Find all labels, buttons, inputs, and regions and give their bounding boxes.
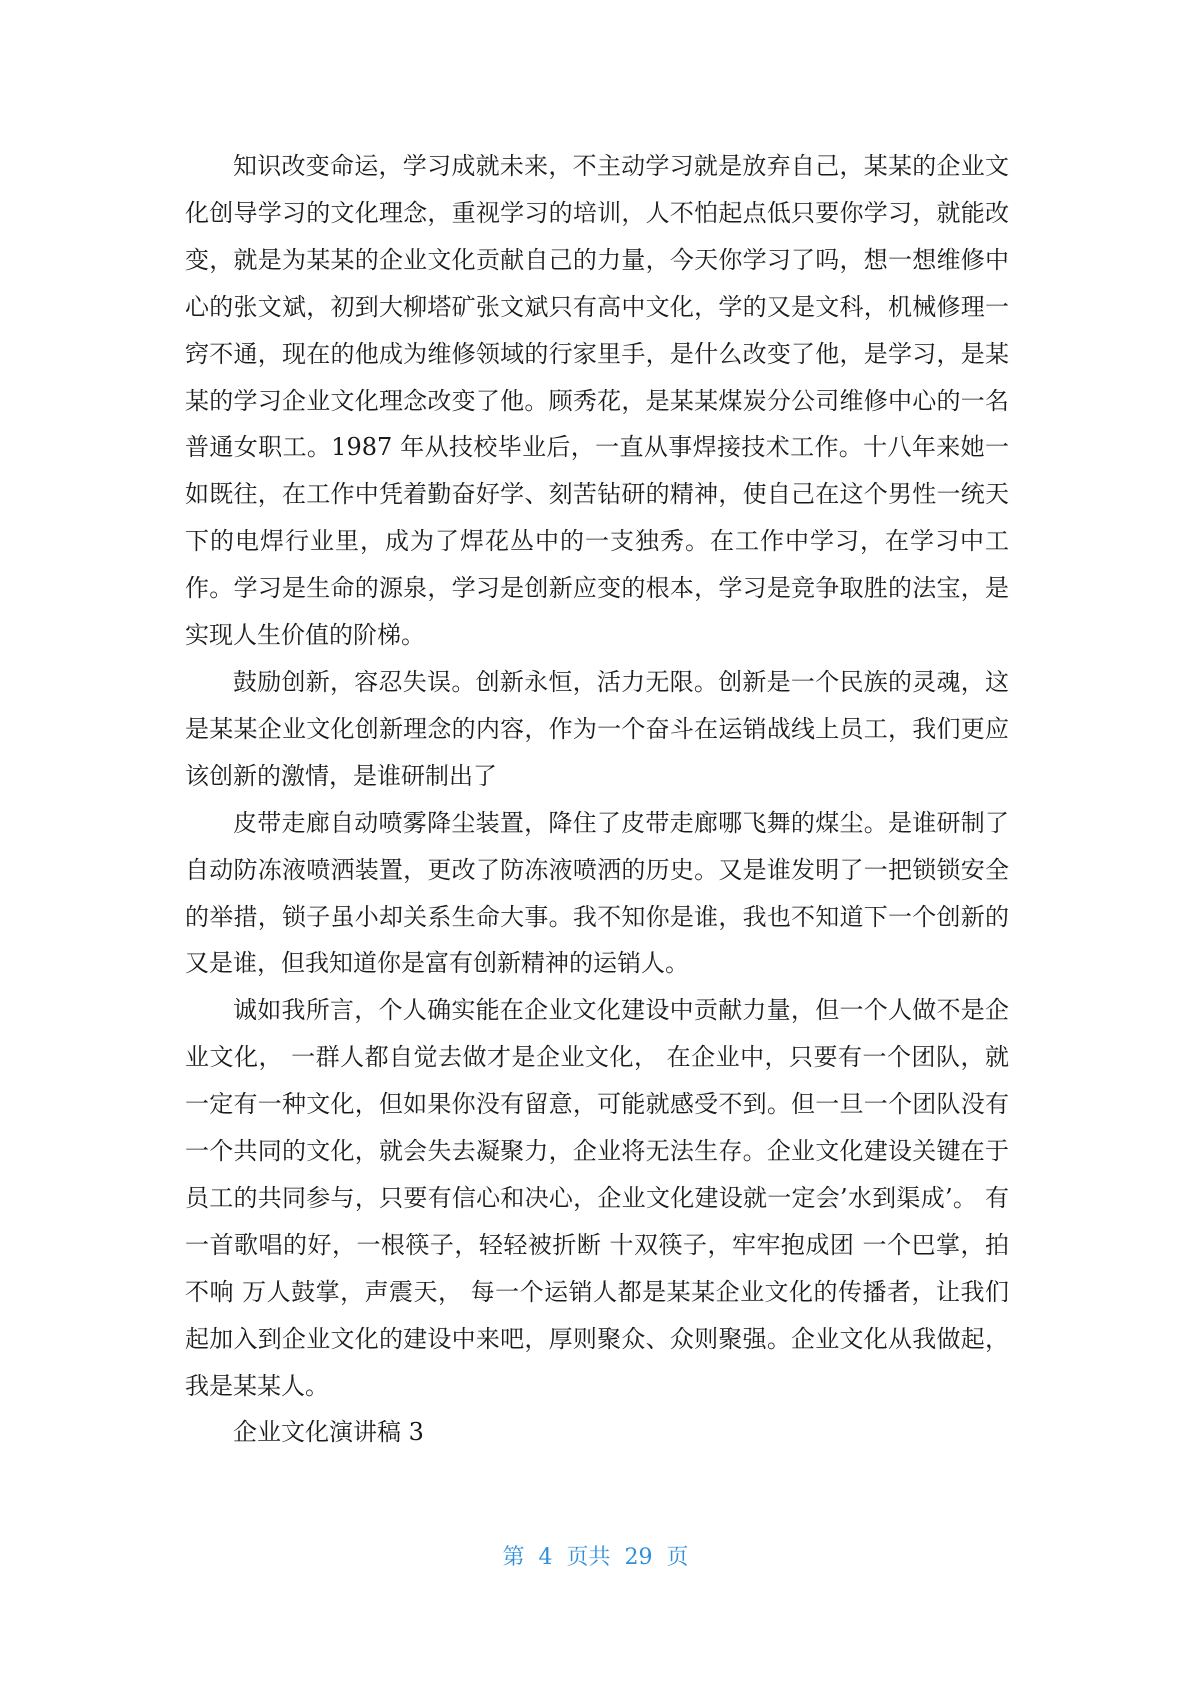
paragraph-innovation: 鼓励创新，容忍失误。创新永恒，活力无限。创新是一个民族的灵魂，这是某某企业文化创新理念的内容，作为一个奋斗在运销战线上员工，我们更应该创新的激情，是谁研制出了 [185,667,1009,790]
paragraph-team-culture: 诚如我所言，个人确实能在企业文化建设中贡献力量，但一个人做不是企业文化， 一群人都自觉去做才是企业文化， 在企业中，只要有一个团队，就一定有一种文化，但如果你没有留意，可能就感受不到。但一旦一个团队没有一个共同的文化，就会失去凝聚力，企业将无法生存。企业文化建设关键在于员工的共同参与，只要有信心和决心，企业文化建设就一定会’水到渠成’。 有一首歌唱的好，一根筷子，轻轻被折断 十双筷子，牢牢抱成团 一个巴掌，拍不响 万人鼓掌，声震天， 每一个运销人都是某某企业文化的传播者，让我们起加入到企业文化的建设中来吧，厚则聚众、众则聚强。企业文化从我做起，我是某某人。 [185,996,1009,1400]
section-heading: 企业文化演讲稿 3 [233,1418,424,1447]
document-body [185,143,1009,1456]
paragraph-inventions: 皮带走廊自动喷雾降尘装置，降住了皮带走廊哪飞舞的煤尘。是谁研制了自动防冻液喷洒装置，更改了防冻液喷洒的历史。又是谁发明了一把锁锁安全的举措，锁子虽小却关系生命大事。我不知你是谁，我也不知道下一个创新的又是谁，但我知道你是富有创新精神的运销人。 [185,808,1009,978]
paragraph-learning: 知识改变命运，学习成就未来，不主动学习就是放弃自己，某某的企业文化创导学习的文化理念，重视学习的培训，人不怕起点低只要你学习，就能改变，就是为某某的企业文化贡献自己的力量，今天你学习了吗，想一想维修中心的张文斌，初到大柳塔矿张文斌只有高中文化，学的又是文科，机械修理一窍不通，现在的他成为维修领域的行家里手，是什么改变了他，是学习，是某某的学习企业文化理念改变了他。顾秀花，是某某煤炭分公司维修中心的一名普通女职工。1987 年从技校毕业后，一直从事焊接技术工作。十八年来她一如既往，在工作中凭着勤奋好学、刻苦钻研的精神，使自己在这个男性一统天下的电焊行业里，成为了焊花丛中的一支独秀。在工作中学习，在学习中工作。学习是生命的源泉，学习是创新应变的根本，学习是竞争取胜的法宝，是实现人生价值的阶梯。 [185,152,1009,650]
page-number-footer: 第 4 页共 29 页 [502,1545,689,1570]
